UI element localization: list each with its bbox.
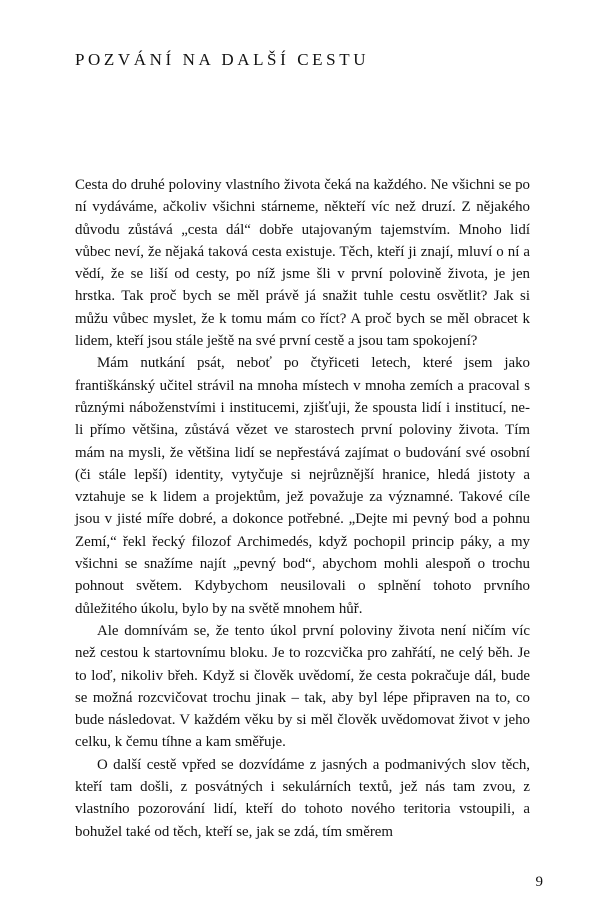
page-number: 9 [535, 874, 543, 890]
paragraph-4: O další cestě vpřed se dozvídáme z jasných a podmanivých slov těch, kteří tam došli, z posvátných i sekulárních textů, jež nás tam zvou, z vlastního pozorování lidí, kteří do tohoto nového teritoria vstoupili, a bohužel také od těch, kteří se, jak se zdá, tím směrem [75, 756, 530, 840]
paragraph-2: Mám nutkání psát, neboť po čtyřiceti letech, které jsem jako františkánský učitel strávil na mnoha místech v mnoha zemích a pracoval s různými náboženstvími i institucemi, zjišťuji, že spousta lidí i institucí, ne-li přímo většina, zůstává vězet ve starostech první poloviny života. Tím mám na mysli, že většina lidí se nepřestává zajímat o budování své osobní (či stále lepší) identity, vytyčuje si nejrůznější hranice, hledá jistoty a vztahuje se k lidem a projektům, jež považuje za významné. Takové cíle jsou v jisté míře dobré, a dokonce potřebné. „Dejte mi pevný bod a pohnu Zemí,“ řekl řecký filozof Archimedés, když pochopil princip páky, a my všichni se snažíme najít „pevný bod“, abychom mohli alespoň o trochu pohnout světem. Kdybychom neusilovali o splnění tohoto prvního důležitého úkolu, bylo by na světě mnohem hůř. [75, 355, 530, 617]
body-text [75, 174, 530, 843]
paragraph-3: Ale domnívám se, že tento úkol první poloviny života není ničím víc než cestou k startovnímu bloku. Je to rozcvička pro zahřátí, ne celý běh. Je to loď, nikoliv břeh. Když si člověk uvědomí, že cesta pokračuje dál, bude se možná rozcvičovat trochu jinak – tak, aby byl lépe připraven na to, co bude následovat. V každém věku by si měl člověk uvědomovat život v jeho celku, k čemu tíhne a kam směřuje. [75, 622, 530, 751]
chapter-title: POZVÁNÍ NA DALŠÍ CESTU [75, 50, 370, 69]
paragraph-1: Cesta do druhé poloviny vlastního života čeká na každého. Ne všichni se po ní vydáváme, ačkoliv všichni stárneme, někteří víc než druzí. Z nějakého důvodu zůstává „cesta dál“ dobře utajovaným tajemstvím. Mnoho lidí vůbec neví, že nějaká taková cesta existuje. Těch, kteří ji znají, mluví o ní a vědí, že se liší od cesty, po níž jsme šli v první polovině života, je jen hrstka. Tak proč bych se měl právě já snažit tuhle cestu osvětlit? Jak si můžu vůbec myslet, že k tomu mám co říct? A proč bych se měl obracet k lidem, kteří jsou stále ještě na své první cestě a jsou tam spokojení? [75, 177, 530, 350]
